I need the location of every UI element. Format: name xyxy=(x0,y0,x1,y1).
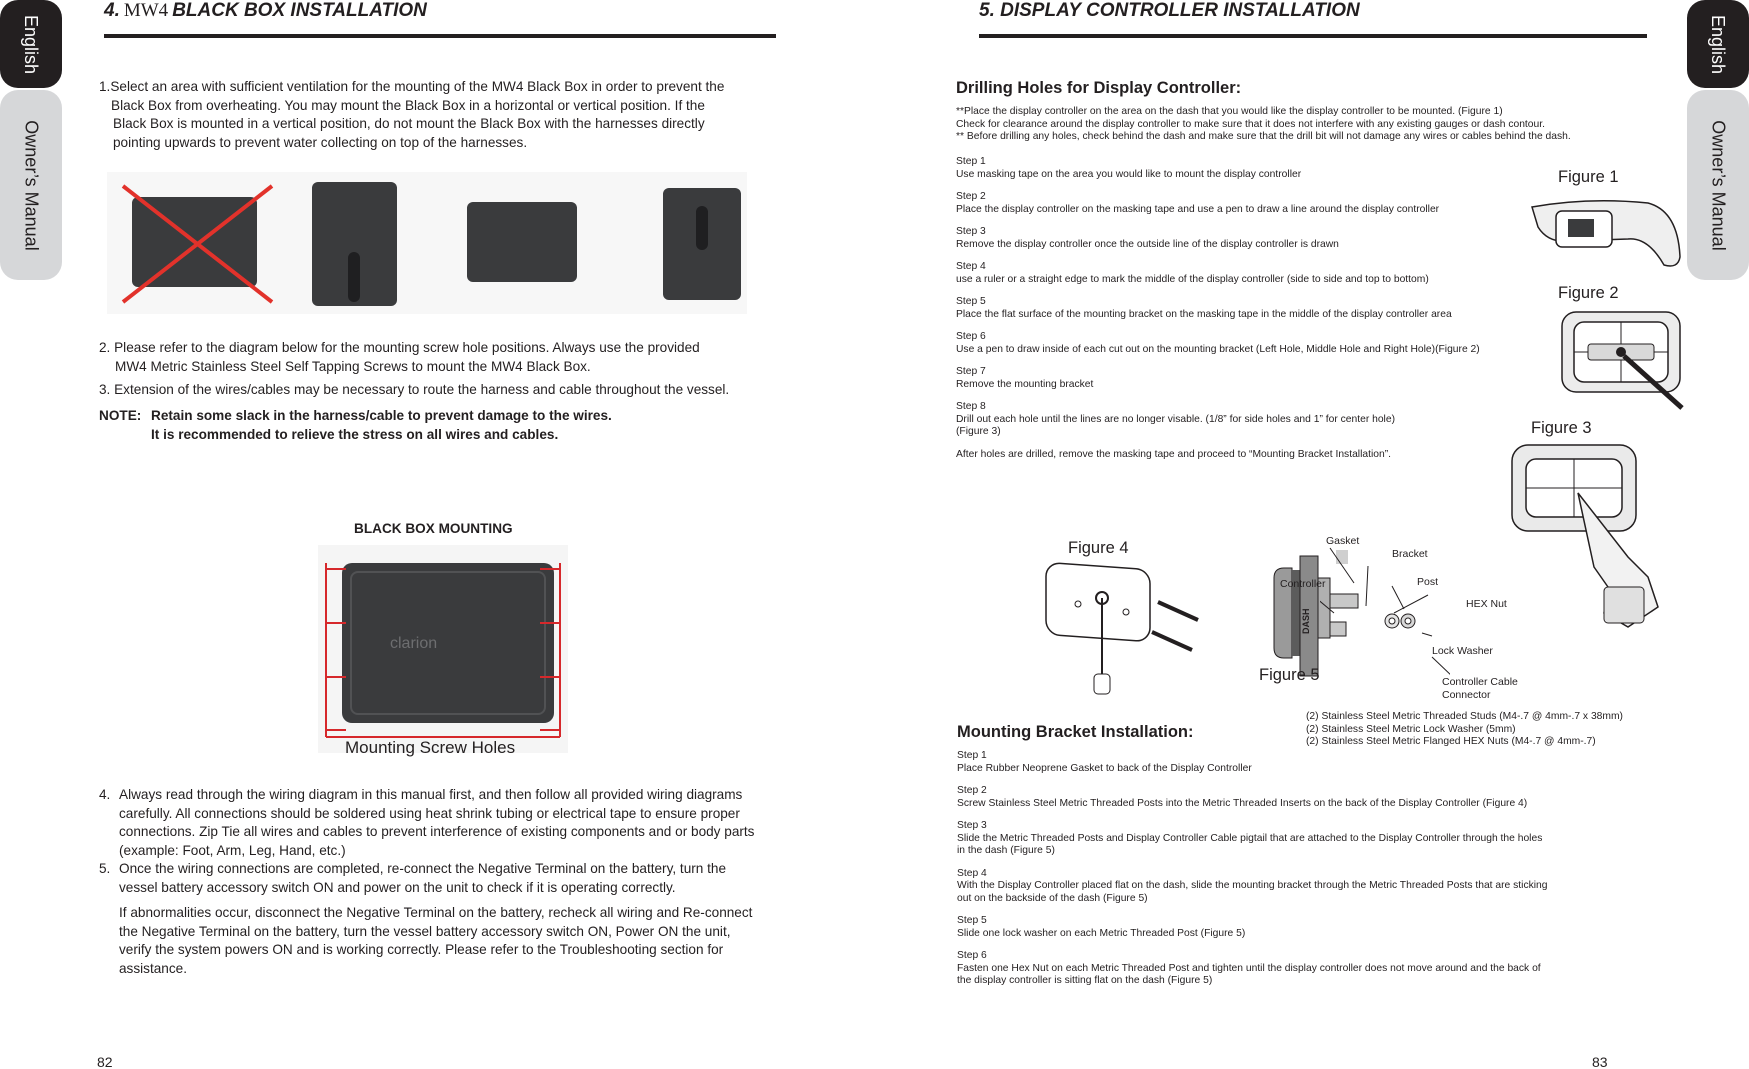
note-label: NOTE: xyxy=(99,408,142,423)
post-label: Post xyxy=(1417,576,1439,588)
hardware-item: (2) Stainless Steel Metric Lock Washer (5mm) xyxy=(1306,723,1516,735)
drilling-intro xyxy=(956,106,1656,144)
figure-2-bracket-marking xyxy=(1558,308,1690,413)
item4-line: carefully. All connections should be soldered using heat shrink tubing or electrical tape to ensure proper xyxy=(119,805,740,821)
mounting-diagram xyxy=(318,545,568,753)
item4-number: 4. xyxy=(99,787,111,802)
section-model: MW4 xyxy=(123,0,169,21)
item5b-line: the Negative Terminal on the battery, turn the vessel battery accessory switch ON, Power ON the unit, xyxy=(119,923,731,939)
section-number: 4. xyxy=(104,0,120,21)
item5-number: 5. xyxy=(99,861,111,876)
black-box-horizontal xyxy=(467,202,577,282)
item2-line: MW4 Metric Stainless Steel Self Tapping Screws to mount the MW4 Black Box. xyxy=(115,358,591,374)
note-line: It is recommended to relieve the stress on all wires and cables. xyxy=(151,426,559,442)
page-number-right: 83 xyxy=(1592,1054,1608,1069)
hardware-item: (2) Stainless Steel Metric Threaded Studs (M4-.7 @ 4mm-.7 x 38mm) xyxy=(1306,711,1623,722)
tab-english-label: English xyxy=(1708,14,1729,74)
item5b-line: verify the system powers ON and is working correctly. Please refer to the Troubleshooting section for xyxy=(119,942,724,957)
section-title: BLACK BOX INSTALLATION xyxy=(172,0,427,21)
tab-manual-label: Owner’s Manual xyxy=(21,119,42,251)
figure-3-label: Figure 3 xyxy=(1531,419,1592,437)
figure-2-label: Figure 2 xyxy=(1558,284,1619,302)
orientation-photos xyxy=(107,172,747,314)
gasket-label: Gasket xyxy=(1326,535,1360,547)
item5-line: vessel battery accessory switch ON and power on the unit to check if it is operating correctly. xyxy=(119,879,676,895)
item-2 xyxy=(99,339,799,376)
bracket-step: Step 6 Fasten one Hex Nut on each Metric Threaded Post and tighten until the display controller does not move around and the back of the display controller is sitting flat on the dash (Figure 5) xyxy=(957,950,1541,986)
figure-4-posts-diagram xyxy=(1040,558,1205,696)
item1-line: 1.Select an area with sufficient ventilation for the mounting of the MW4 Black Box in order to prevent the xyxy=(99,79,725,94)
tab-english-left[interactable] xyxy=(0,0,62,88)
title-rule xyxy=(979,34,1647,38)
intro-line: Check for clearance around the display controller to make sure that it does not interfere with any existing gauges or dash contour. xyxy=(956,118,1545,130)
item5b-line: If abnormalities occur, disconnect the Negative Terminal on the battery, recheck all wiring and Re-connect xyxy=(119,905,753,920)
figure-5-leader-lines xyxy=(1320,545,1450,685)
figure-3-drilling xyxy=(1508,437,1678,637)
dash-label: DASH xyxy=(1301,608,1311,634)
black-box-vertical xyxy=(312,182,397,306)
item-5-abnormalities xyxy=(119,904,819,978)
item4-line: (example: Foot, Arm, Leg, Hand, etc.) xyxy=(119,842,346,858)
drill-step: Step 4 use a ruler or a straight edge to mark the middle of the display controller (side to side and top to bottom) xyxy=(956,261,1429,285)
item1-line: Black Box is mounted in a vertical position, do not mount the Black Box with the harnesses directly xyxy=(113,116,705,131)
bracket-step: Step 4 With the Display Controller placed flat on the dash, slide the mounting bracket through the Metric Threaded Posts that are sticking out on the backside of the dash (Figure 5) xyxy=(957,867,1548,904)
drilling-heading: Drilling Holes for Display Controller: xyxy=(956,79,1242,97)
item2-line: 2. Please refer to the diagram below for the mounting screw hole positions. Always use the provided xyxy=(99,340,700,355)
drill-step: Step 8 Drill out each hole until the lines are no longer visable. (1/8” for side holes and 1” for center hole) (Figure 3) xyxy=(956,401,1396,437)
item5-line: Once the wiring connections are completed, re-connect the Negative Terminal on the battery, turn the xyxy=(119,861,727,876)
bracket-step: Step 5 Slide one lock washer on each Metric Threaded Post (Figure 5) xyxy=(957,915,1246,939)
page-title-left xyxy=(104,0,427,22)
tab-owners-manual-right[interactable] xyxy=(1687,90,1749,280)
cable-connector-label: Controller Cable Connector xyxy=(1442,676,1518,701)
mounting-title: BLACK BOX MOUNTING xyxy=(354,521,513,536)
bracket-steps xyxy=(957,750,1657,988)
tab-english-right[interactable] xyxy=(1687,0,1749,88)
intro-line: **Place the display controller on the area on the dash that you would like the display controller to be mounted. (Figure 1) xyxy=(956,106,1503,117)
bracket-heading: Mounting Bracket Installation: xyxy=(957,723,1194,741)
brand-logo: clarion xyxy=(390,635,438,652)
bracket-step: Step 1 Place Rubber Neoprene Gasket to back of the Display Controller xyxy=(957,750,1252,774)
figure-1-controller-on-dash xyxy=(1528,197,1688,275)
title-rule xyxy=(104,34,776,38)
note-line: Retain some slack in the harness/cable to prevent damage to the wires. xyxy=(151,408,612,423)
intro-line: ** Before drilling any holes, check behind the dash and make sure that the drill bit will not damage any wires or cables behind the dash. xyxy=(956,131,1571,142)
drill-step: Step 1 Use masking tape on the area you would like to mount the display controller xyxy=(956,156,1302,180)
drill-step: Step 5 Place the flat surface of the mounting bracket on the masking tape in the middle of the display controller area xyxy=(956,296,1452,320)
bracket-label: Bracket xyxy=(1392,548,1428,560)
item5b-line: assistance. xyxy=(119,960,188,976)
item-1 xyxy=(99,78,799,152)
drill-step: Step 2 Place the display controller on the masking tape and use a pen to draw a line around the display controller xyxy=(956,191,1440,215)
black-box-vertical-alt xyxy=(663,188,741,300)
item-3: 3. Extension of the wires/cables may be necessary to route the harness and cable throughout the vessel. xyxy=(99,382,730,397)
drilling-steps xyxy=(956,156,1556,461)
item-4 xyxy=(99,786,799,860)
drill-step: Step 3 Remove the display controller once the outside line of the display controller is drawn xyxy=(956,226,1339,250)
drill-step: Step 7 Remove the mounting bracket xyxy=(956,366,1094,390)
item-5 xyxy=(99,860,799,897)
figure-1-label: Figure 1 xyxy=(1558,168,1619,186)
item1-line: pointing upwards to prevent water collecting on top of the harnesses. xyxy=(113,134,528,150)
page-title-right: 5. DISPLAY CONTROLLER INSTALLATION xyxy=(979,0,1360,21)
controller-label: Controller xyxy=(1280,578,1326,590)
tab-english-label: English xyxy=(21,14,42,74)
note xyxy=(99,407,799,444)
bracket-step: Step 2 Screw Stainless Steel Metric Threaded Posts into the Metric Threaded Inserts on the back of the Display Controller (Figure 4) xyxy=(957,785,1528,809)
item4-line: Always read through the wiring diagram in this manual first, and then follow all provided wiring diagrams xyxy=(119,787,743,802)
bracket-step: Step 3 Slide the Metric Threaded Posts and Display Controller Cable pigtail that are attached to the Display Controller through the holes in the dash (Figure 5) xyxy=(957,820,1543,856)
hardware-item: (2) Stainless Steel Metric Flanged HEX Nuts (M4-.7 @ 4mm-.7) xyxy=(1306,736,1596,747)
mounting-caption: Mounting Screw Holes xyxy=(345,738,516,757)
hardware-list xyxy=(1306,711,1686,749)
hex-nut-label: HEX Nut xyxy=(1466,598,1507,610)
after-drilling: After holes are drilled, remove the masking tape and proceed to “Mounting Bracket Installation”. xyxy=(956,448,1391,460)
figure-4-label: Figure 4 xyxy=(1068,539,1129,557)
item1-line: Black Box from overheating. You may mount the Black Box in a horizontal or vertical position. If the xyxy=(111,97,705,113)
figure-5-label: Figure 5 xyxy=(1259,666,1320,684)
tab-manual-label: Owner’s Manual xyxy=(1708,119,1729,251)
cross-icon xyxy=(115,178,280,310)
page-number-left: 82 xyxy=(97,1054,113,1069)
lock-washer-label: Lock Washer xyxy=(1432,645,1493,657)
screw-hole-bracket-lines xyxy=(318,545,568,753)
drill-step: Step 6 Use a pen to draw inside of each cut out on the mounting bracket (Left Hole, Middle Hole and Right Hole)(Figure 2) xyxy=(956,331,1480,355)
tab-owners-manual-left[interactable] xyxy=(0,90,62,280)
item4-line: connections. Zip Tie all wires and cables to prevent interference of existing components and or body parts xyxy=(119,824,755,839)
